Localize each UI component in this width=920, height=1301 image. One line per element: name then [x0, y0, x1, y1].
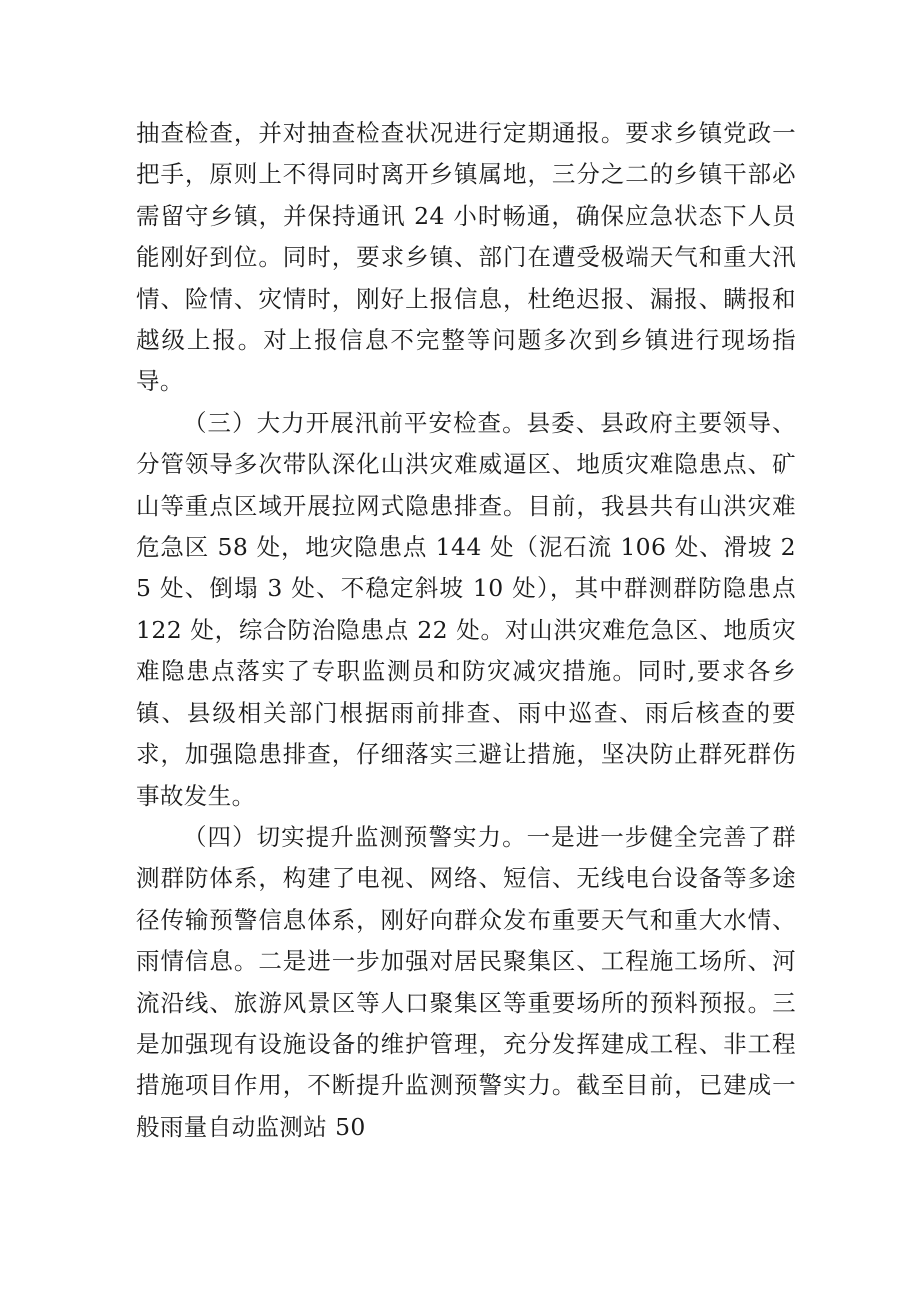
paragraph-monitoring-warning: （四）切实提升监测预警实力。一是进一步健全完善了群测群防体系，构建了电视、网络、短信、无线电台设备等多途径传输预警信息体系，刚好向群众发布重要天气和重大水情、雨情信息。二是进一步加强对居民聚集区、工程施工场所、河流沿线、旅游风景区等人口聚集区等重要场所的预料预报。三是加强现有设施设备的维护管理，充分发挥建成工程、非工程措施项目作用，不断提升监测预警实力。截至目前，已建成一般雨量自动监测站 50 [136, 822, 796, 1141]
document-body [136, 113, 796, 1148]
paragraph-safety-inspection: （三）大力开展汛前平安检查。县委、县政府主要领导、分管领导多次带队深化山洪灾难威逼区、地质灾难隐患点、矿山等重点区域开展拉网式隐患排查。目前，我县共有山洪灾难危急区 58 处，地灾隐患点 144 处（泥石流 106 处、滑坡 25 处、倒塌 3 处、不稳定斜坡 10 处），其中群测群防隐患点 122 处，综合防治隐患点 22 处。对山洪灾难危急区、地质灾难隐患点落实了专职监测员和防灾减灾措施。同时,要求各乡镇、县级相关部门根据雨前排查、雨中巡查、雨后核查的要求，加强隐患排查，仔细落实三避让措施，坚决防止群死群伤事故发生。 [136, 408, 796, 810]
paragraph-reporting: 抽查检查，并对抽查检查状况进行定期通报。要求乡镇党政一把手，原则上不得同时离开乡镇属地，三分之二的乡镇干部必需留守乡镇，并保持通讯 24 小时畅通，确保应急状态下人员能刚好到位。同时，要求乡镇、部门在遭受极端天气和重大汛情、险情、灾情时，刚好上报信息，杜绝迟报、漏报、瞒报和越级上报。对上报信息不完整等问题多次到乡镇进行现场指导。 [136, 119, 796, 396]
